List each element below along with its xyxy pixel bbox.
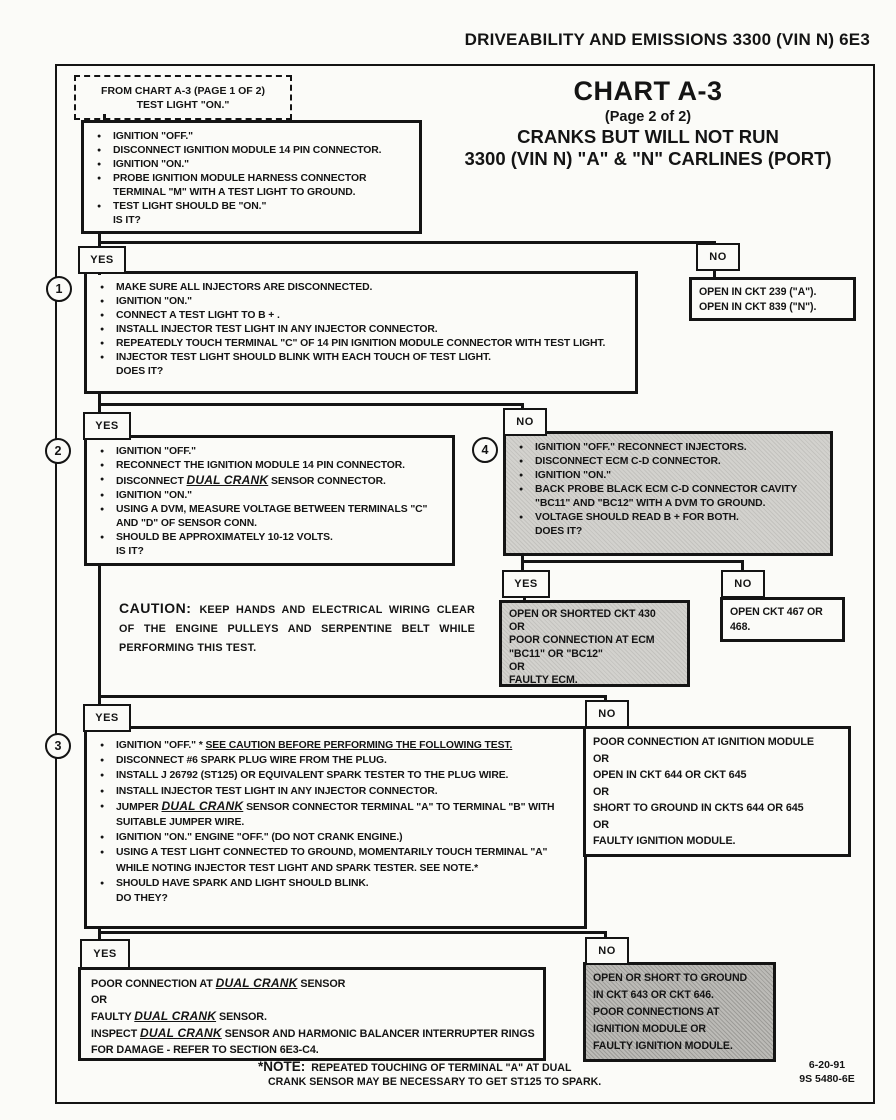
step4-box [503,431,833,556]
text-segment: POOR CONNECTION AT [91,978,216,990]
step2-item: ● IGNITION "ON." [95,489,446,503]
text-segment: SENSOR AND HARMONIC BALANCER INTERRUPTER RINGS FOR DAMAGE - REFER TO SECTION 6E3-C4. [91,1028,535,1056]
step3-box [84,726,587,929]
yes-label-3: YES [502,570,550,598]
chart-subtitle: CRANKS BUT WILL NOT RUN [517,126,779,147]
step3-item [95,738,578,753]
revision-date: 6-20-91 [808,1059,846,1071]
step0-item: ● IGNITION "OFF." [92,130,413,144]
entry-line1: FROM CHART A-3 (PAGE 1 OF 2) [101,84,265,97]
result-text: OPEN CKT 467 OR 468. [730,606,823,633]
result-line: OR [509,660,525,673]
document-number: 9S 5480-6E [799,1073,855,1085]
result-ckt467-box [720,597,845,642]
step4-item: ● IGNITION "OFF." RECONNECT INJECTORS. [514,441,824,455]
dual-crank-emphasis: DUAL CRANK [134,1009,217,1023]
step1-item: ● REPEATEDLY TOUCH TERMINAL "C" OF 14 PIN IGNITION MODULE CONNECTOR WITH TEST LIGHT. [95,337,629,351]
result-line: POOR CONNECTION AT IGNITION MODULE [593,736,814,748]
text-segment: IGNITION "OFF." * [116,740,206,751]
step3-item: ● INSTALL INJECTOR TEST LIGHT IN ANY INJECTOR CONNECTOR. [95,784,578,799]
connector-line [98,695,607,698]
footnote-line1 [258,1060,688,1075]
result-line: OR [593,785,609,798]
connector-line [98,931,607,934]
result-line [91,975,537,992]
footer-code [788,1058,866,1086]
result-ignition-module-box [583,726,851,857]
step0-item: ● PROBE IGNITION MODULE HARNESS CONNECTOR TERMINAL "M" WITH A TEST LIGHT TO GROUND. [92,172,413,200]
result-line: FAULTY ECM. [509,674,578,687]
step1-item: ● CONNECT A TEST LIGHT TO B + . [95,309,629,323]
text-segment: SENSOR [297,978,346,990]
step4-item: ● DISCONNECT ECM C-D CONNECTOR. [514,455,824,469]
result-line: OPEN OR SHORT TO GROUND [593,972,748,984]
step3-item: ● DISCONNECT #6 SPARK PLUG WIRE FROM THE PLUG. [95,753,578,768]
connector-line [103,114,106,122]
step2-item: ● IGNITION "OFF." [95,445,446,459]
step1-number: 1 [46,276,72,302]
step1-item: ● MAKE SURE ALL INJECTORS ARE DISCONNECTED. [95,281,629,295]
step3-item: ● INSTALL J 26792 (ST125) OR EQUIVALENT SPARK TESTER TO THE PLUG WIRE. [95,768,578,783]
no-label-4: NO [585,700,629,728]
result-dual-crank-box [78,967,546,1061]
footnote-text1: REPEATED TOUCHING OF TERMINAL "A" AT DUAL [311,1062,572,1074]
footnote-text2: CRANK SENSOR MAY BE NECESSARY TO GET ST125 TO SPARK. [268,1076,602,1088]
text-segment: SENSOR CONNECTOR. [268,476,386,487]
result-line [91,1008,537,1025]
connector-line [98,564,101,706]
step1-item: ● INJECTOR TEST LIGHT SHOULD BLINK WITH EACH TOUCH OF TEST LIGHT. [95,351,629,365]
step3-number: 3 [45,733,71,759]
dual-crank-emphasis: DUAL CRANK [161,798,244,813]
no-label-3: NO [721,570,765,598]
text-segment: FAULTY [91,1011,135,1023]
step4-item: ● IGNITION "ON." [514,469,824,483]
step4-question: DOES IT? [535,526,583,537]
step2-list [87,438,452,563]
caution-label: CAUTION: [119,600,192,616]
entry-box [74,75,292,120]
result-line: POOR CONNECTION AT ECM [509,634,655,647]
result-line: OR [509,621,525,634]
no-label-1: NO [696,243,740,271]
connector-line [521,560,744,563]
connector-line [98,403,524,406]
step3-item: ● IGNITION "ON." ENGINE "OFF." (DO NOT CRANK ENGINE.) [95,830,578,845]
chart-title: CHART A-3 [573,76,723,106]
connector-line [98,241,716,244]
step2-item: ● USING A DVM, MEASURE VOLTAGE BETWEEN TERMINALS "C" AND "D" OF SENSOR CONN. [95,503,446,531]
result-line: FAULTY IGNITION MODULE. [593,1040,733,1052]
result-line: FAULTY IGNITION MODULE. [593,835,736,847]
result-line [91,1025,537,1058]
step4-number: 4 [472,437,498,463]
step3-item [95,799,578,830]
text-segment: DISCONNECT [116,476,187,487]
result-line: IGNITION MODULE OR [593,1023,706,1035]
result-line: OR [91,994,107,1006]
step0-list [84,123,419,232]
step2-item: ● SHOULD BE APPROXIMATELY 10-12 VOLTS. [95,531,446,545]
result-line: IN CKT 643 OR CKT 646. [593,989,714,1001]
text-segment: JUMPER [116,801,162,813]
step1-item: ● INSTALL INJECTOR TEST LIGHT IN ANY INJECTOR CONNECTOR. [95,323,629,337]
no-label-5: NO [585,937,629,965]
step4-item: ● VOLTAGE SHOULD READ B + FOR BOTH. [514,511,824,525]
step3-item: ● USING A TEST LIGHT CONNECTED TO GROUND, MOMENTARILY TOUCH TERMINAL "A" WHILE NOTING INJECTOR TEST LIGHT AND SPARK TESTER. SEE NOTE.* [95,845,578,875]
step2-number: 2 [45,438,71,464]
step3-item: ● SHOULD HAVE SPARK AND LIGHT SHOULD BLINK. [95,876,578,891]
page-header: DRIVEABILITY AND EMISSIONS 3300 (VIN N) 6E3 [464,30,870,49]
result-line: OPEN OR SHORTED CKT 430 [509,608,656,620]
caution-text: KEEP HANDS AND ELECTRICAL WIRING CLEAR OF THE ENGINE PULLEYS AND SERPENTINE BELT WHILE PERFORMING THIS TEST. [119,604,475,654]
result-line: SHORT TO GROUND IN CKTS 644 OR 645 [593,802,804,814]
step2-question: IS IT? [116,546,144,557]
chart-title-block [430,76,866,170]
step3-question: DO THEY? [116,893,168,905]
step2-box [84,435,455,566]
result-line: OR [593,818,609,831]
chart-carlines: 3300 (VIN N) "A" & "N" CARLINES (PORT) [464,148,832,169]
result-line: OPEN IN CKT 839 ("N"). [699,300,817,313]
yes-label-5: YES [80,939,130,969]
step0-question: IS IT? [113,215,141,226]
result-line: POOR CONNECTIONS AT [593,1006,720,1018]
result-open-ckt239-box [689,277,856,321]
yes-label-4: YES [83,704,131,732]
yes-label-2: YES [83,412,131,440]
result-line: OR [593,752,609,765]
text-segment: SENSOR. [216,1011,267,1023]
dual-crank-emphasis: DUAL CRANK [215,976,298,990]
step1-question: DOES IT? [116,366,164,377]
result-ckt430-box [499,600,690,687]
yes-label-1: YES [78,246,126,274]
step2-item: ● RECONNECT THE IGNITION MODULE 14 PIN CONNECTOR. [95,459,446,473]
step1-box [84,271,638,394]
step3-list [87,729,584,910]
footnote-label: *NOTE: [258,1059,306,1074]
step0-box [81,120,422,234]
step0-item: ● DISCONNECT IGNITION MODULE 14 PIN CONNECTOR. [92,144,413,158]
step1-item: ● IGNITION "ON." [95,295,629,309]
step0-item: ● IGNITION "ON." [92,158,413,172]
dual-crank-emphasis: DUAL CRANK [186,473,269,487]
step2-item [95,473,446,489]
text-segment: SENSOR CONNECTOR TERMINAL "A" TO TERMINAL "B" WITH SUITABLE JUMPER WIRE. [116,801,555,829]
step0-item: ● TEST LIGHT SHOULD BE "ON." [92,200,413,214]
result-line: OPEN IN CKT 239 ("A"). [699,286,817,298]
no-label-2: NO [503,408,547,436]
caution-note [119,599,475,658]
text-segment: INSPECT [91,1028,140,1040]
step1-list [87,274,635,383]
dual-crank-emphasis: DUAL CRANK [140,1026,222,1040]
chart-page-number: (Page 2 of 2) [604,109,692,125]
step4-item: ● BACK PROBE BLACK ECM C-D CONNECTOR CAVITY "BC11" AND "BC12" WITH A DVM TO GROUND. [514,483,824,511]
footnote [258,1060,688,1089]
step4-list [506,434,830,543]
result-ckt643-box [583,962,776,1062]
entry-line2: TEST LIGHT "ON." [136,98,230,111]
caution-reference-emphasis: SEE CAUTION BEFORE PERFORMING THE FOLLOWING TEST. [205,740,513,751]
result-line: OPEN IN CKT 644 OR CKT 645 [593,769,747,781]
result-line: "BC11" OR "BC12" [509,647,603,660]
